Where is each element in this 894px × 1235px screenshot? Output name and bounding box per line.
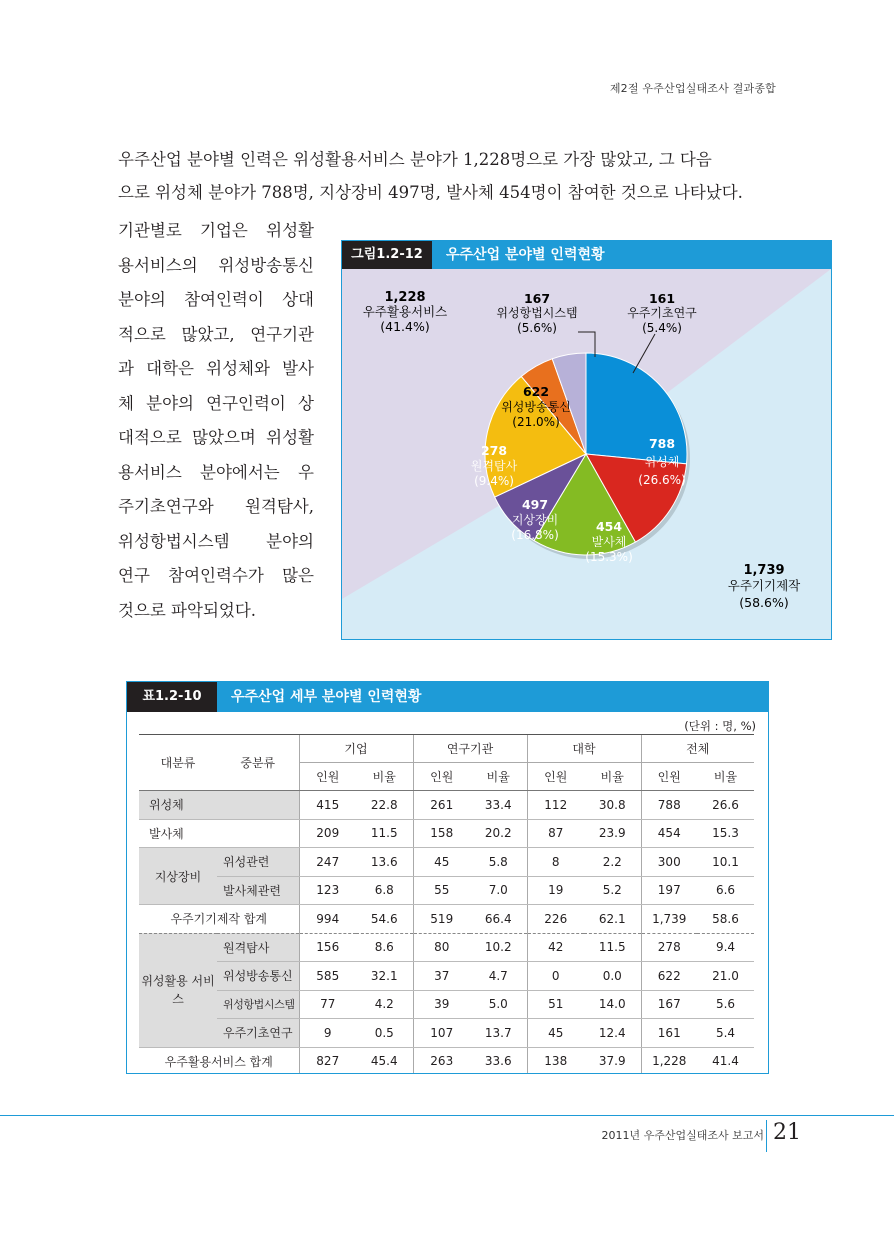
table-cell: 15.3 [697, 819, 754, 848]
table-cell: 454 [641, 819, 697, 848]
slice-label-remote-value: 278 [480, 443, 508, 458]
intro-paragraph [118, 143, 778, 209]
table-cell: 300 [641, 848, 697, 877]
table-cell: 5.0 [470, 990, 527, 1019]
table-cell: 77 [299, 990, 356, 1019]
table-cell: 197 [641, 876, 697, 905]
footer-divider [766, 1120, 767, 1152]
row-label: 원격탐사 [217, 933, 299, 962]
table-cell: 37 [413, 962, 470, 991]
col-header-major: 대분류 [139, 735, 217, 791]
slice-label-basic-name: 우주기초연구 [627, 306, 697, 320]
side-line: 분야의 참여인력이 상대 [118, 290, 314, 309]
table-cell: 26.6 [697, 791, 754, 820]
table-row-subtotal [139, 905, 754, 934]
side-line: 기관별로 기업은 위성활 [118, 221, 314, 240]
table-row-subtotal [139, 1047, 754, 1074]
workforce-table [139, 734, 754, 1074]
table-cell: 66.4 [470, 905, 527, 934]
table-cell: 5.6 [697, 990, 754, 1019]
slice-label-nav-pct: (5.6%) [517, 321, 557, 335]
table-title: 우주산업 세부 분야별 인력현황 [217, 682, 768, 712]
row-label: 발사체 [139, 819, 299, 848]
intro-line: 으로 위성체 분야가 788명, 지상장비 497명, 발사체 454명이 참여한 것으로 나타났다. [118, 183, 743, 202]
table-cell: 161 [641, 1019, 697, 1048]
col-header-ratio: 비율 [584, 763, 641, 791]
slice-label-basic-value: 161 [648, 291, 676, 306]
intro-line: 우주산업 분야별 인력은 위성활용서비스 분야가 1,228명으로 가장 많았고, 그 다음 [118, 150, 712, 169]
table-cell: 6.8 [356, 876, 413, 905]
slice-label-ground-pct: (16.8%) [511, 528, 559, 542]
side-line: 위성항법시스템 분야의 [118, 531, 314, 551]
running-header: 제2절 우주산업실태조사 결과종합 [609, 82, 776, 95]
table-row [139, 876, 754, 905]
footer-rule [0, 1115, 894, 1116]
table-cell: 54.6 [356, 905, 413, 934]
table-cell: 138 [527, 1047, 584, 1074]
group-label-service-name: 우주활용서비스 [362, 304, 448, 319]
table-cell: 22.8 [356, 791, 413, 820]
row-major-label: 지상장비 [139, 848, 217, 905]
slice-label-remote-name: 원격탐사 [470, 459, 518, 473]
row-major-label: 위성활용 서비스 [139, 933, 217, 1047]
pie-chart-svg [342, 269, 831, 639]
slice-label-nav-value: 167 [523, 291, 551, 306]
table-cell: 994 [299, 905, 356, 934]
col-header-ratio: 비율 [697, 763, 754, 791]
col-header-group: 연구기관 [413, 735, 527, 763]
row-label: 우주기기제작 합계 [139, 905, 299, 934]
table-cell: 4.2 [356, 990, 413, 1019]
group-label-mfg-value: 1,739 [743, 563, 785, 578]
slice-label-nav-name: 위성항법시스템 [496, 306, 578, 320]
table-cell: 209 [299, 819, 356, 848]
table-cell: 87 [527, 819, 584, 848]
table-cell: 0.0 [584, 962, 641, 991]
row-label: 위성관련 [217, 848, 299, 877]
table-cell: 263 [413, 1047, 470, 1074]
slice-label-launcher-pct: (15.3%) [585, 550, 633, 564]
slice-label-launcher-name: 발사체 [591, 535, 627, 549]
slice-label-satellite-name: 위성체 [644, 455, 680, 469]
side-line: 것으로 파악되었다. [118, 600, 257, 620]
footer-title: 2011년 우주산업실태조사 보고서 [601, 1129, 764, 1142]
table-cell: 123 [299, 876, 356, 905]
table-cell: 112 [527, 791, 584, 820]
group-label-mfg-pct: (58.6%) [739, 595, 789, 610]
table-cell: 5.8 [470, 848, 527, 877]
table-cell: 19 [527, 876, 584, 905]
slice-label-remote-pct: (9.4%) [474, 474, 514, 488]
table-cell: 12.4 [584, 1019, 641, 1048]
table-cell: 247 [299, 848, 356, 877]
slice-label-ground-value: 497 [521, 497, 549, 512]
page-number: 21 [773, 1120, 801, 1145]
side-line: 주기초연구와 원격탐사, [118, 497, 314, 516]
table-cell: 55 [413, 876, 470, 905]
side-line: 과 대학은 위성체와 발사 [118, 359, 314, 378]
table-cell: 62.1 [584, 905, 641, 934]
table-cell: 41.4 [697, 1047, 754, 1074]
table-row [139, 990, 754, 1019]
row-label: 우주기초연구 [217, 1019, 299, 1048]
group-label-service-value: 1,228 [384, 290, 426, 305]
table-tag: 표1.2-10 [127, 682, 217, 712]
table-row [139, 933, 754, 962]
table-cell: 415 [299, 791, 356, 820]
table-cell: 33.4 [470, 791, 527, 820]
row-label: 우주활용서비스 합계 [139, 1047, 299, 1074]
table-cell: 13.6 [356, 848, 413, 877]
table-cell: 9 [299, 1019, 356, 1048]
col-header-minor: 중분류 [217, 735, 299, 791]
row-label: 위성방송통신 [217, 962, 299, 991]
table-row [139, 1019, 754, 1048]
slice-label-broadcast-name: 위성방송통신 [501, 400, 571, 414]
table-cell: 2.2 [584, 848, 641, 877]
table-cell: 585 [299, 962, 356, 991]
col-header-group: 대학 [527, 735, 641, 763]
group-label-mfg-name: 우주기기제작 [727, 578, 801, 593]
table-cell: 156 [299, 933, 356, 962]
table-cell: 622 [641, 962, 697, 991]
table-row [139, 791, 754, 820]
table-cell: 519 [413, 905, 470, 934]
table-cell: 39 [413, 990, 470, 1019]
col-header-people: 인원 [299, 763, 356, 791]
table-cell: 827 [299, 1047, 356, 1074]
slice-label-basic-pct: (5.4%) [642, 321, 682, 335]
row-label: 위성체 [139, 791, 299, 820]
side-paragraph [118, 214, 314, 628]
table-unit: (단위 : 명, %) [684, 719, 756, 733]
slice-label-launcher-value: 454 [595, 519, 623, 534]
table-cell: 4.7 [470, 962, 527, 991]
table-cell: 23.9 [584, 819, 641, 848]
table-cell: 33.6 [470, 1047, 527, 1074]
table-cell: 14.0 [584, 990, 641, 1019]
row-label: 발사체관련 [217, 876, 299, 905]
table-cell: 226 [527, 905, 584, 934]
side-line: 용서비스 분야에서는 우 [118, 462, 314, 482]
table-cell: 788 [641, 791, 697, 820]
col-header-group: 전체 [641, 735, 754, 763]
table-cell: 10.1 [697, 848, 754, 877]
table-cell: 5.2 [584, 876, 641, 905]
table-cell: 11.5 [584, 933, 641, 962]
table-cell: 80 [413, 933, 470, 962]
col-header-people: 인원 [527, 763, 584, 791]
figure-title: 우주산업 분야별 인력현황 [432, 241, 831, 269]
table-cell: 0.5 [356, 1019, 413, 1048]
side-line: 체 분야의 연구인력이 상 [118, 393, 314, 413]
side-line: 적으로 많았고, 연구기관 [118, 324, 314, 344]
table-cell: 10.2 [470, 933, 527, 962]
col-header-group: 기업 [299, 735, 413, 763]
table-panel [126, 681, 769, 1074]
col-header-ratio: 비율 [470, 763, 527, 791]
table-cell: 45 [413, 848, 470, 877]
col-header-people: 인원 [641, 763, 697, 791]
side-line: 연구 참여인력수가 많은 [118, 566, 314, 585]
table-cell: 30.8 [584, 791, 641, 820]
table-row [139, 962, 754, 991]
table-cell: 8.6 [356, 933, 413, 962]
slice-label-broadcast-value: 622 [522, 384, 550, 399]
slice-label-satellite-value: 788 [648, 436, 676, 451]
table-cell: 51 [527, 990, 584, 1019]
table-cell: 167 [641, 990, 697, 1019]
table-cell: 261 [413, 791, 470, 820]
table-cell: 45 [527, 1019, 584, 1048]
table-cell: 42 [527, 933, 584, 962]
group-label-service-pct: (41.4%) [380, 319, 430, 334]
slice-label-satellite-pct: (26.6%) [638, 473, 686, 487]
table-row [139, 819, 754, 848]
table-cell: 13.7 [470, 1019, 527, 1048]
table-cell: 158 [413, 819, 470, 848]
table-cell: 32.1 [356, 962, 413, 991]
table-cell: 9.4 [697, 933, 754, 962]
table-cell: 20.2 [470, 819, 527, 848]
table-cell: 45.4 [356, 1047, 413, 1074]
side-line: 용서비스의 위성방송통신 [118, 255, 314, 275]
slice-label-broadcast-pct: (21.0%) [512, 415, 560, 429]
table-cell: 11.5 [356, 819, 413, 848]
table-cell: 1,739 [641, 905, 697, 934]
figure-pie-chart [341, 240, 832, 640]
table-cell: 278 [641, 933, 697, 962]
table-row [139, 848, 754, 877]
table-cell: 7.0 [470, 876, 527, 905]
figure-tag: 그림1.2-12 [342, 241, 432, 269]
col-header-ratio: 비율 [356, 763, 413, 791]
table-cell: 5.4 [697, 1019, 754, 1048]
table-cell: 58.6 [697, 905, 754, 934]
table-cell: 0 [527, 962, 584, 991]
table-cell: 1,228 [641, 1047, 697, 1074]
side-line: 대적으로 많았으며 위성활 [118, 428, 314, 447]
col-header-people: 인원 [413, 763, 470, 791]
slice-label-ground-name: 지상장비 [511, 513, 559, 527]
row-label: 위성항법시스템 [217, 990, 299, 1019]
table-cell: 8 [527, 848, 584, 877]
table-cell: 37.9 [584, 1047, 641, 1074]
table-cell: 21.0 [697, 962, 754, 991]
table-cell: 6.6 [697, 876, 754, 905]
table-cell: 107 [413, 1019, 470, 1048]
